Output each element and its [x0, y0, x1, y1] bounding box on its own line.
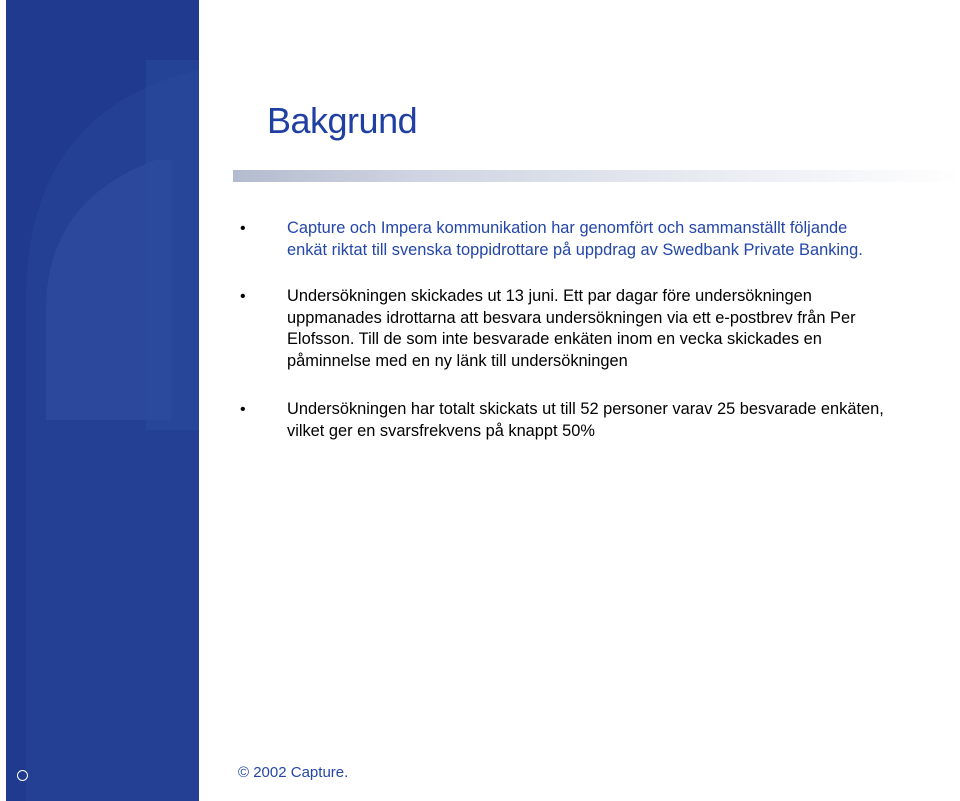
slide-title: Bakgrund — [267, 100, 418, 141]
bullet-text: Undersökningen har totalt skickats ut till 52 personer varav 25 besvarade enkäten, vilket ger en svarsfrekvens på knappt 50% — [287, 400, 884, 440]
bullet-dot-icon: • — [240, 288, 246, 305]
bullet-item — [240, 399, 890, 442]
bullet-dot-icon: • — [240, 220, 246, 237]
slide-number-circle-icon — [17, 770, 28, 781]
copyright-footer: © 2002 Capture. — [238, 764, 349, 781]
title-underline-bar — [233, 170, 960, 182]
bullet-list — [240, 218, 890, 467]
sidebar-watermark-graphic — [6, 0, 199, 801]
bullet-item — [240, 218, 890, 261]
bullet-dot-icon: • — [240, 401, 246, 418]
bullet-text: Capture och Impera kommunikation har genomfört och sammanställt följande enkät riktat till svenska toppidrottare på uppdrag av Swedbank Private Banking. — [287, 219, 863, 259]
watermark-bar — [146, 60, 199, 430]
bullet-item — [240, 286, 890, 372]
bullet-text: Undersökningen skickades ut 13 juni. Ett par dagar före undersökningen uppmanades idrottarna att besvara undersökningen via ett e-postbrev från Per Elofsson. Till de som inte besvarade enkäten inom en vecka skickades en påminnelse med en ny länk till undersökningen — [287, 287, 856, 370]
sidebar-panel — [6, 0, 199, 801]
